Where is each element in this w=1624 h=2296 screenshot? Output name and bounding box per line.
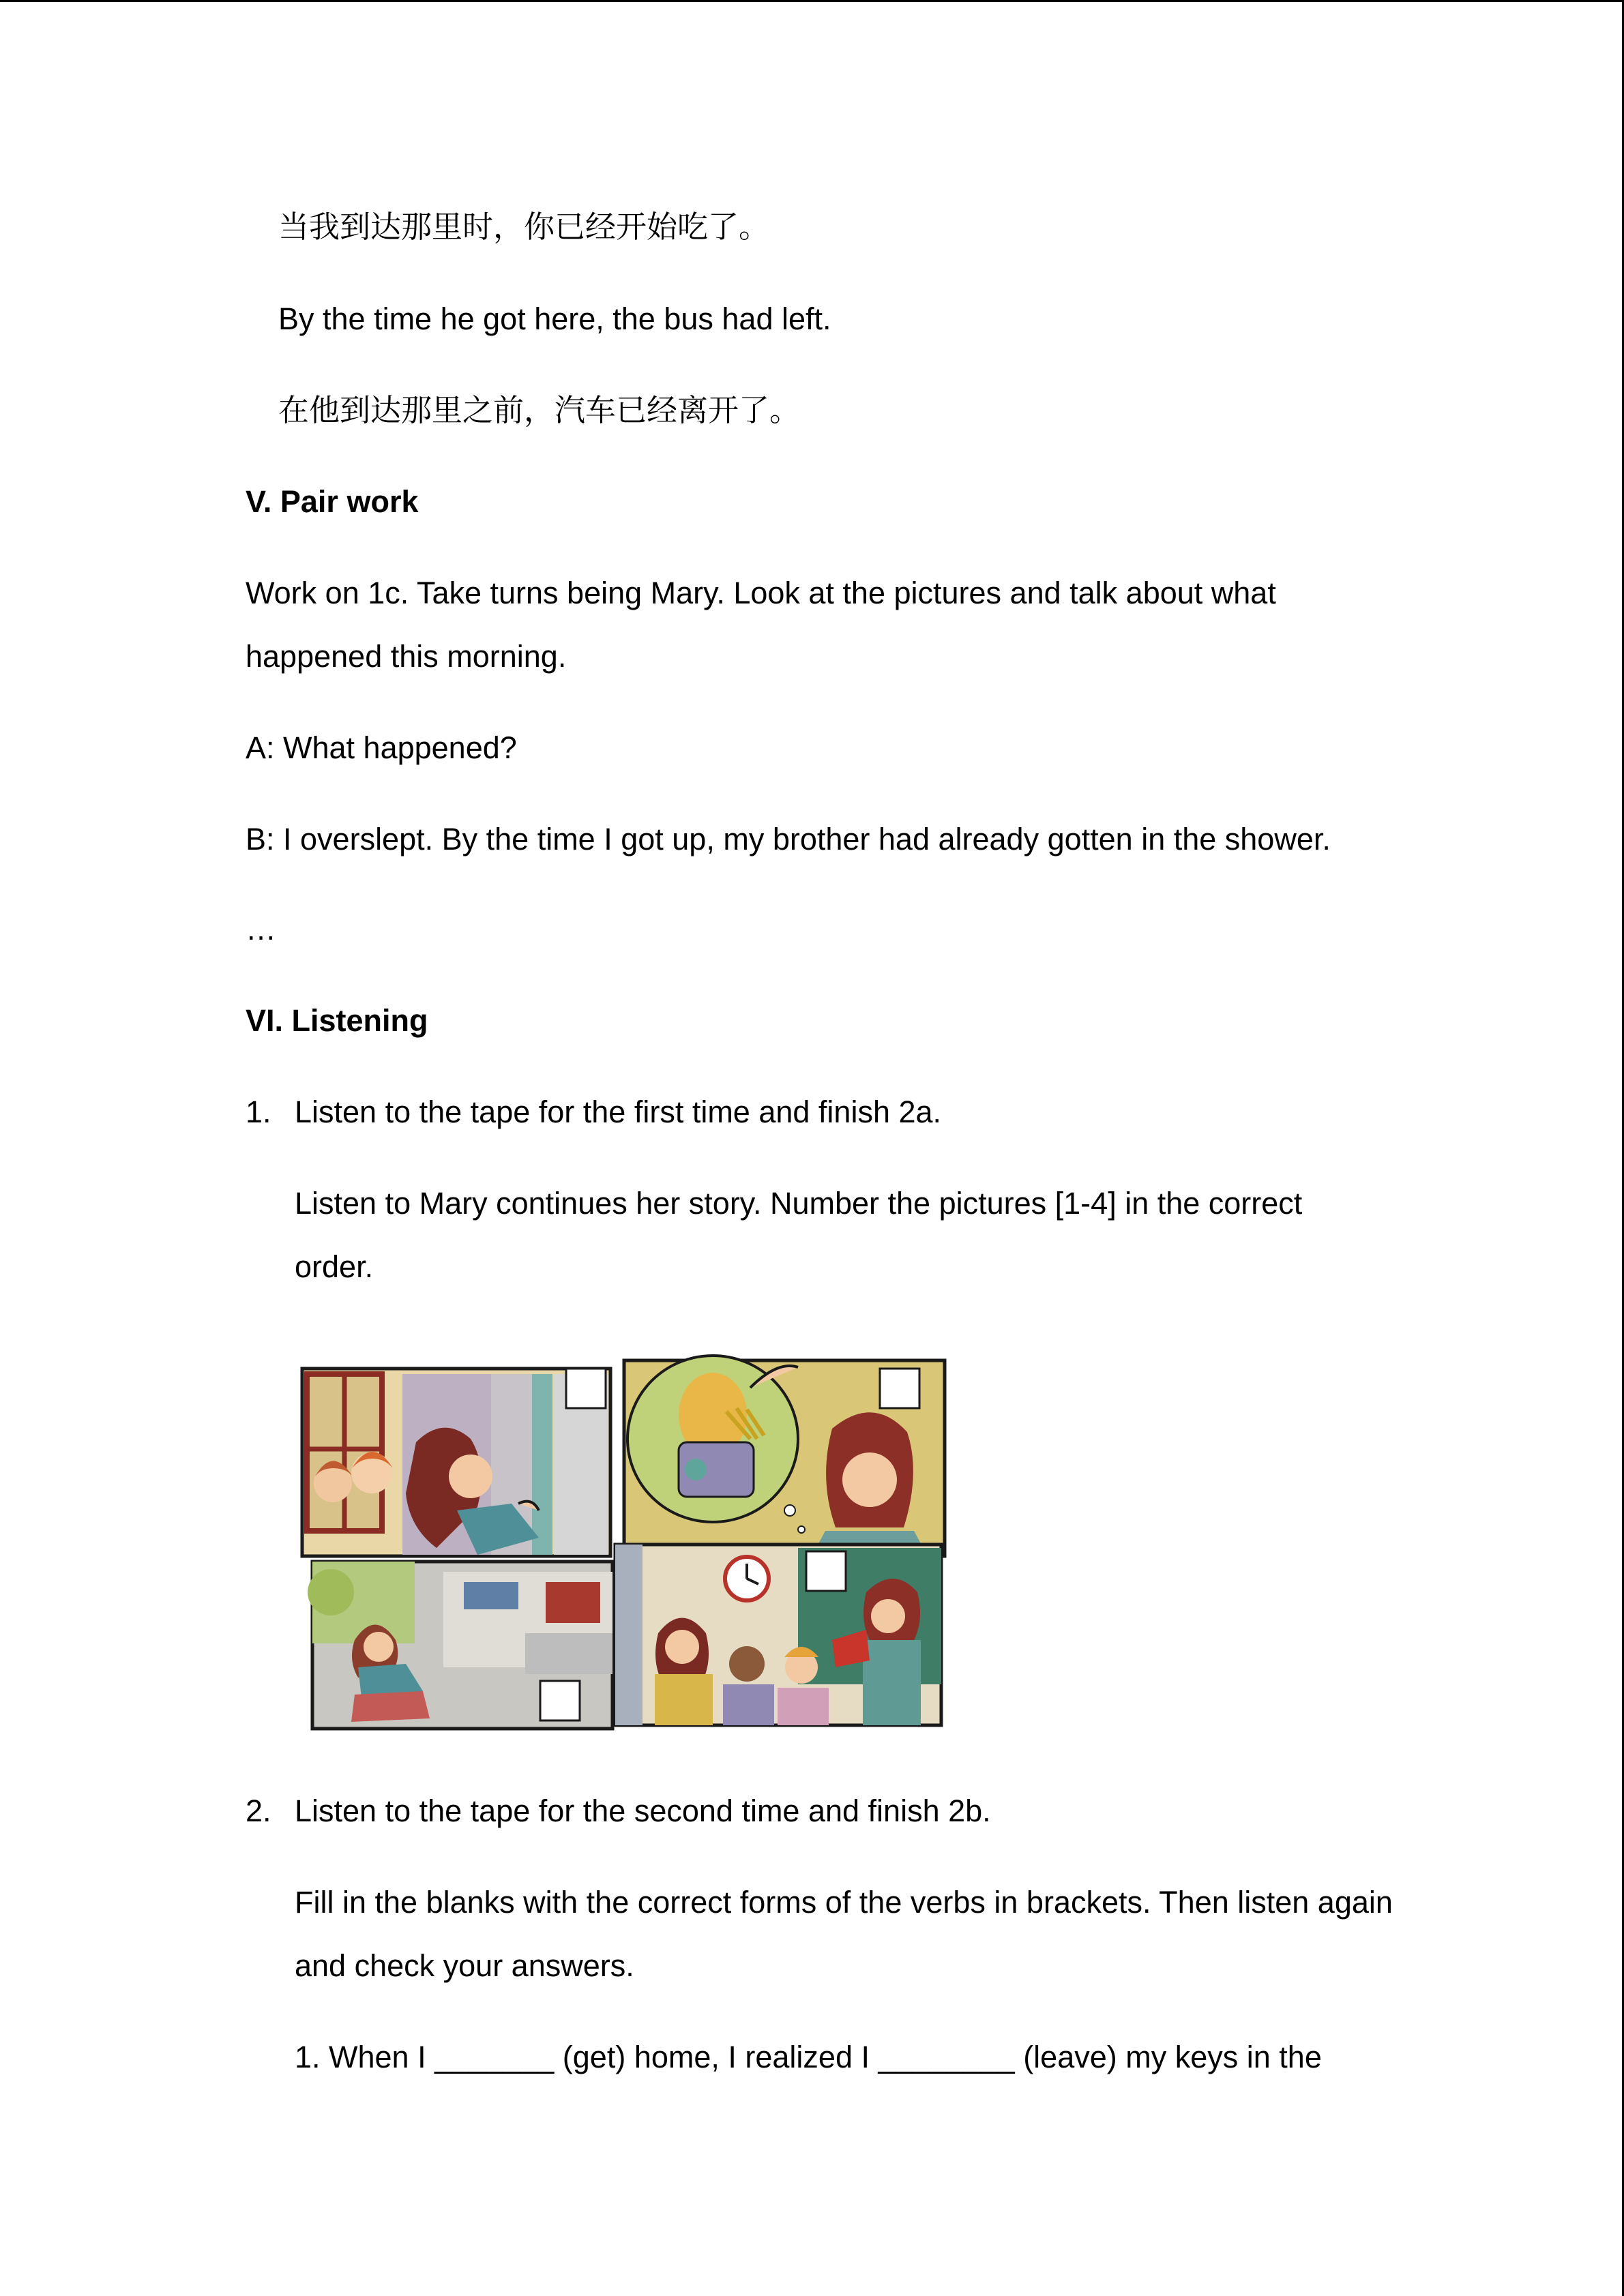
dialogue-line-a: A: What happened? [246,730,517,765]
listening-heading: VI. Listening [246,1003,428,1038]
comic-panel-kids-window [302,1369,610,1556]
list-number-2: 2. [246,1793,271,1828]
answer-box-3[interactable] [540,1681,580,1720]
listening-item1-sub-line2: order. [295,1249,374,1284]
dialogue-ellipsis: … [246,912,276,946]
listening-item2-sub-line2: and check your answers. [295,1948,634,1983]
comic-panel-classroom [615,1545,941,1725]
listening-item1-text: Listen to the tape for the first time and finish 2a. [295,1094,942,1129]
answer-box-1[interactable] [566,1369,606,1408]
dialogue-line-b: B: I overslept. By the time I got up, my brother had already gotten in the shower. [246,822,1331,856]
answer-box-2[interactable] [880,1369,919,1408]
page-top-border [0,0,1624,2]
listening-item2-text: Listen to the tape for the second time and finish 2b. [295,1793,991,1828]
pair-work-instruction-line1: Work on 1c. Take turns being Mary. Look at the pictures and talk about what [246,576,1276,610]
fill-blank-exercise-1: 1. When I _______ (get) home, I realized I ________ (leave) my keys in the [295,2040,1322,2074]
chinese-sentence-2: 在他到达那里之前，汽车已经离开了。 [278,392,801,428]
listening-item2-sub-line1: Fill in the blanks with the correct forms of the verbs in brackets. Then listen again [295,1885,1393,1920]
english-example-sentence: By the time he got here, the bus had left. [278,301,831,336]
list-number-1: 1. [246,1094,271,1129]
pair-work-instruction-line2: happened this morning. [246,639,567,674]
chinese-sentence-1: 当我到达那里时，你已经开始吃了。 [278,209,770,245]
comic-panel-running-school [308,1562,612,1729]
listening-item1-sub-line1: Listen to Mary continues her story. Number the pictures [1-4] in the correct [295,1186,1303,1221]
pair-work-heading: V. Pair work [246,484,419,519]
comic-illustration [300,1347,948,1732]
answer-box-4[interactable] [806,1551,846,1591]
comic-panel-thinking-keys [624,1356,945,1556]
